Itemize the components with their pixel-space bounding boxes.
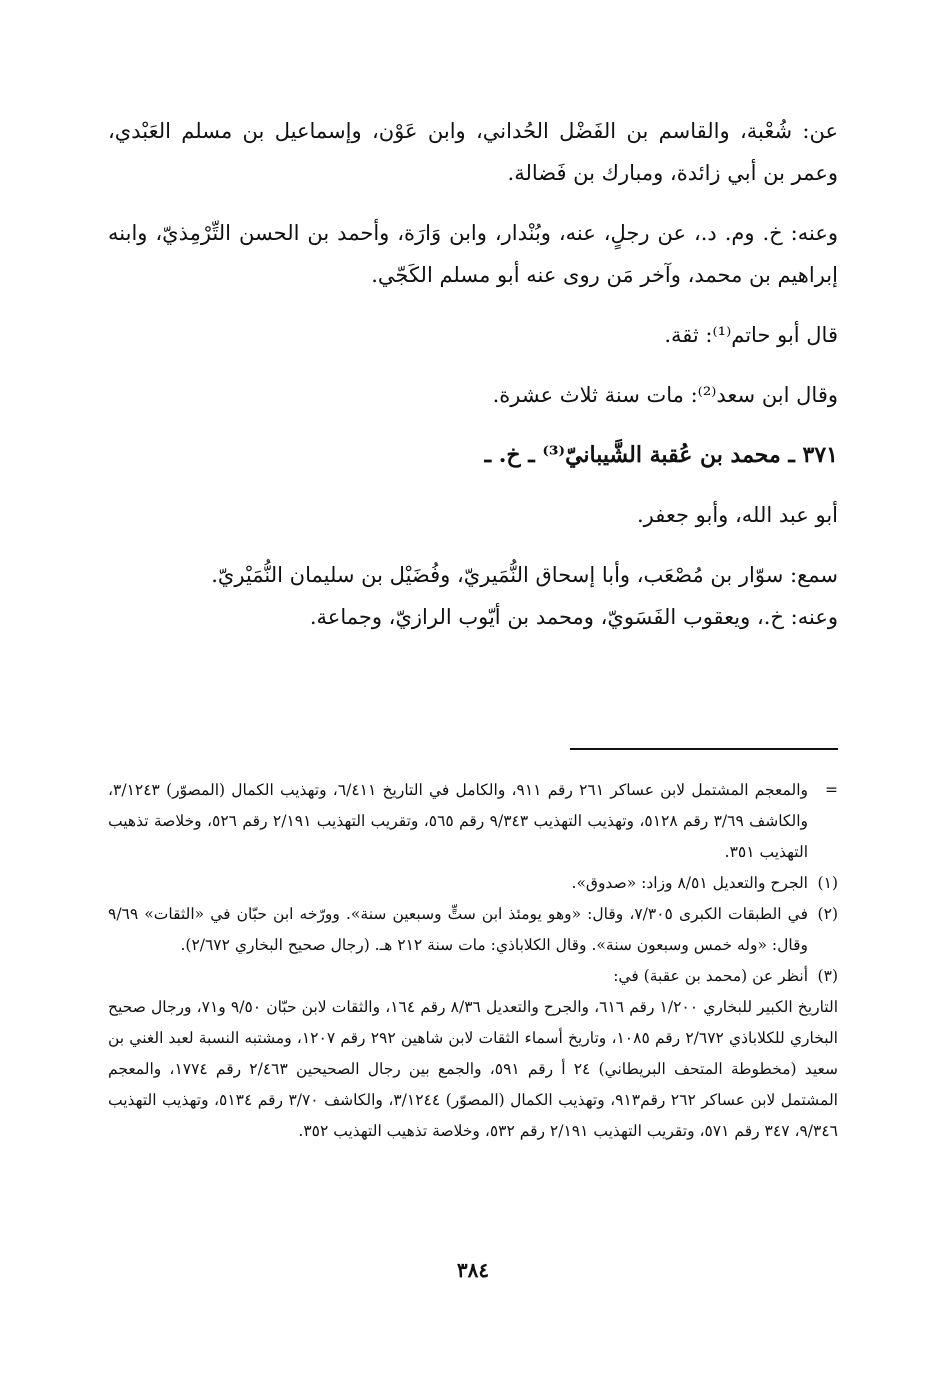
footnote-marker: (٣) [817,967,838,985]
footnote-text: والمعجم المشتمل لابن عساكر ٢٦١ رقم ٩١١، والكامل في التاريخ ٦/٤١١، وتهذيب الكمال (المصوّر) ٣/١٢٤٣، والكاشف ٣/٦٩ رقم ٥١٢٨، وتهذيب التهذيب ٩/٣٤٣ رقم ٥٦٥، وتقريب التهذيب ٢/١٩١ رقم ٥٢٦، وخلاصة تذهيب التهذيب ٣٥١. [108,781,808,861]
footnote-text: التاريخ الكبير للبخاري ١/٢٠٠ رقم ٦١٦، والجرح والتعديل ٨/٣٦ رقم ١٦٤، والثقات لابن حبّان ٩/٥٠ و٧١، ورجال صحيح البخاري للكلاباذي ٢/٦٧٢ رقم ١٠٨٥، وتاريخ أسماء الثقات لابن شاهين ٢٩٢ رقم ١٢٠٧، ومشتبه النسبة لعبد الغني بن سعيد (مخطوطة المتحف البريطاني) ٢٤ أ رقم ٥٩١، والجمع بين رجال الصحيحين ٢/٤٦٣ رقم ١٧٧٤، والمعجم المشتمل لابن عساكر ٢٦٢ رقم٩١٣، وتهذيب الكمال (المصوّر) ٣/١٢٤٤، والكاشف ٣/٧٠ رقم ٥١٣٤، وتهذيب التهذيب ٩/٣٤٦، ٣٤٧ رقم ٥٧١، وتقريب التهذيب ٢/١٩١ رقم ٥٣٢، وخلاصة تذهيب التهذيب ٣٥٢. [108,998,839,1140]
footnote-3 [108,961,838,992]
footnote-text: الجرح والتعديل ٨/٥١ وزاد: «صدوق». [571,874,808,892]
page-number: ٣٨٤ [456,1258,490,1282]
footnote-1 [108,868,838,899]
entry-title: ٣٧١ ـ محمد بن عُقبة الشَّيبانيّ⁽³⁾ ـ خ. ـ [484,442,838,468]
footnote-heading: أنظر عن (محمد بن عقبة) في: [613,967,808,985]
footnote-marker: = [825,781,838,799]
paragraph-students: وعنه: خ.، ويعقوب الفَسَويّ، ومحمد بن أيّوب الرازيّ، وجماعة. [309,605,838,629]
footnote-continuation [108,775,838,868]
paragraph-kunya: أبو عبد الله، وأبو جعفر. [636,503,838,527]
footnote-2 [108,899,838,961]
footnote-divider [570,748,838,750]
book-page [108,110,838,1350]
paragraph-narrators-from: عن: شُعْبة، والقاسم بن الفَضْل الحُداني، وابن عَوْن، وإسماعيل بن مسلم العَبْدي، وعمر بن أبي زائدة، ومبارك بن فَضالة. [108,119,838,185]
footnotes [108,775,838,1147]
footnote-marker: (٢) [817,905,838,923]
footnote-3-body [108,992,838,1147]
paragraph-abu-hatim: قال أبو حاتم⁽¹⁾: ثقة. [664,323,838,347]
footnote-marker: (١) [817,874,838,892]
paragraph-ibn-saad: وقال ابن سعد⁽²⁾: مات سنة ثلاث عشرة. [492,383,838,407]
paragraph-narrators-to: وعنه: خ. وم. د.، عن رجلٍ، عنه، وبُنْدار، وابن وَارَة، وأحمد بن الحسن التِّرْمِذيّ، وابنه إبراهيم بن محمد، وآخر مَن روى عنه أبو مسلم الكَجّي. [108,221,838,287]
paragraph-heard-from: سمع: سوّار بن مُصْعَب، وأبا إسحاق النُّمَيريّ، وفُضَيْل بن سليمان النُّمَيْريّ. [211,563,838,587]
footnote-text: في الطبقات الكبرى ٧/٣٠٥، وقال: «وهو يومئذ ابن ستٍّ وسبعين سنة». وورّخه ابن حبّان في «الثقات» ٩/٦٩ وقال: «وله خمس وسبعون سنة». وقال الكلاباذي: مات سنة ٢١٢ هـ. (رجال صحيح البخاري ٢/٦٧٢). [108,905,808,954]
main-text [108,110,838,638]
